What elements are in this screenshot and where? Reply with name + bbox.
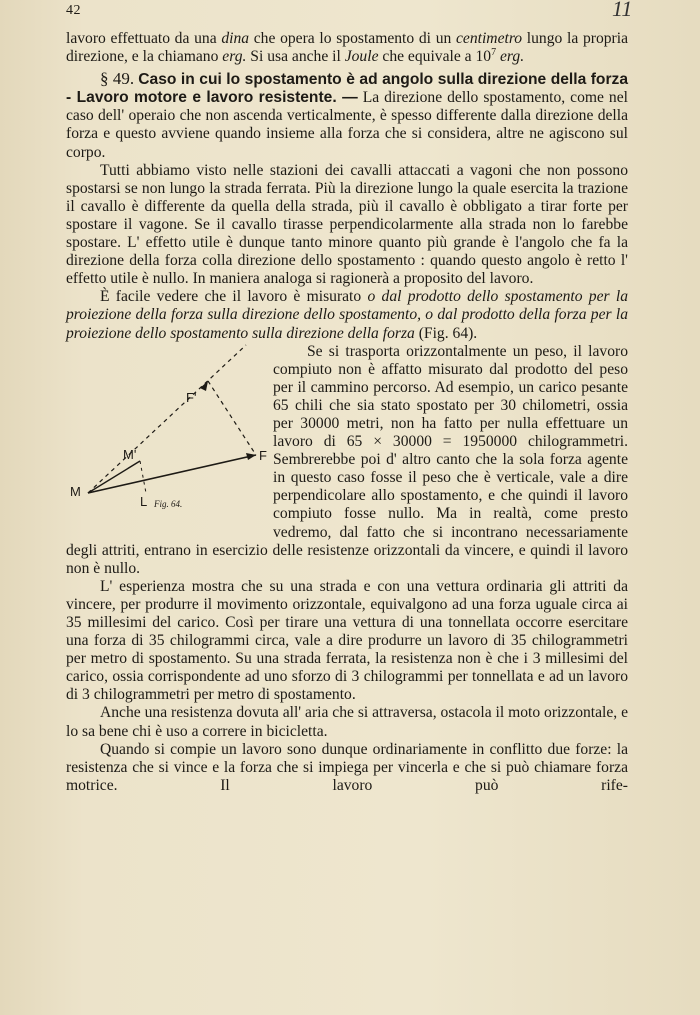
label-f: F [259,447,267,463]
page-number: 42 [66,3,81,18]
section-heading: § 49. Caso in cui lo spostamento è ad angolo sulla direzione della forza - Lavoro motore e lavoro resistente. — La direzione dello spostamento, come nel caso dell' operaio che non ascenda verticalmente, è spesso differente dalla direzione della forza e questo avviene quando insieme alla forza che si considera, altre ne agiscono sul corpo. [66,69,628,161]
figure-caption: Fig. 64. [154,498,183,509]
dashed-force-line [88,345,246,493]
paragraph-air: Anche una resistenza dovuta all' aria che si attraversa, ostacola il moto orizzontale, e lo sa bene chi è uso a correre in bicicletta. [66,704,629,740]
paragraph-forces: Quando si compie un lavoro sono dunque ordinariamente in conflitto due forze: la resistenza che si vince e la forza che si impiega per vincerla e che si può chiamare forza motrice. Il lavoro può rife- [66,740,628,794]
projection-line [88,461,140,493]
label-m: M [70,483,81,499]
paragraph-measure: È facile vedere che il lavoro è misurato o dal prodotto dello spostamento per la proiezione della forza sulla direzione dello spostamento, o dal prodotto della forza per la proiezione dello spostamento sulla direzione della forza (Fig. 64). [66,288,628,342]
paragraph-weight: Se si trasporta orizzontalmente un peso, il lavoro compiuto non è affatto misurato dal prodotto del peso per il cammino percorso. Ad esempio, un carico pesante 65 chili che sia stato spostato per 30 chilometri, ossia per 30000 metri, non ha fatto per nulla effettuare un lavoro di 65 × 30000 = 1950000 chilogrammetri. Sembrerebbe poi d' altro canto che la sola forza agente in questo caso fosse il peso che è verticale, vale a dire perpendicolare allo spostamento, e che quindi il lavoro compiuto fosse nullo. Ma in realtà, come presto vedremo, dal fatto che si incontrano necessariamente degli attriti, entrano in esercizio delle resistenze orizzontali da vincere, e quindi il lavoro non è nullo. [66,342,628,577]
label-f-prime: F' [186,389,197,405]
handwritten-margin-mark: 11 [612,0,633,21]
paragraph-continuation: lavoro effettuato da una dina che opera lo spostamento di un centimetro lungo la propria direzione, e la chiamano erg. Si usa anche il Joule che equivale a $10^7$ erg. [66,30,628,66]
figure-64 [66,343,271,533]
paragraph-section-49: La direzione dello spostamento, come nel caso dell' operaio che non ascenda verticalmente, è spesso differente dalla direzione della forza e questo avviene quando insieme alla forza che si considera, altre ne agiscono sul corpo. [66,89,628,161]
arrow-head-f1 [200,381,208,391]
paragraph-horses: Tutti abbiamo visto nelle stazioni dei cavalli attaccati a vagoni che non possono spostarsi se non lungo la strada ferrata. Più la direzione lungo la quale esercita la trazione il cavallo è differente da quella della strada, più il cavallo è obbligato a tirar forte per spostare il vagone. Se il cavallo tirasse perpendicolarmente alla strada non lo farebbe spostare. L' effetto utile è dunque tanto minore quanto più grande è l'angolo che fa la direzione della forza colla direzione dello spostamento : quando questo angolo è retto l' effetto utile è nullo. In maniera analoga si ragionerà a proposito del lavoro. [66,161,628,288]
label-l: L [140,493,148,509]
dashed-perpendicular-line [208,381,256,455]
paragraph-friction: L' esperienza mostra che su una strada e con una vettura ordinaria gli attriti da vincere, per produrre il movimento orizzontale, equivalgono ad una forza uguale circa ai 35 millesimi del carico. Così per tirare una vettura di una tonnellata occorre esercitare una forza di 35 chilogrammi circa, vale a dire produrre un lavoro di 35 chilogrammetri per metro di spostamento. Su una strada ferrata, la resistenza non è che i 3 millesimi del carico, ossia corrispondente ad uno sforzo di 3 chilogrammi per tonnellata e ad un lavoro di 3 chilogrammetri per metro di spostamento. [66,577,628,704]
displacement-line [88,455,256,493]
label-m-prime: M' [123,446,137,462]
dotted-projection-line [140,461,146,493]
arrow-head-f [246,453,256,460]
page-body [66,30,628,795]
